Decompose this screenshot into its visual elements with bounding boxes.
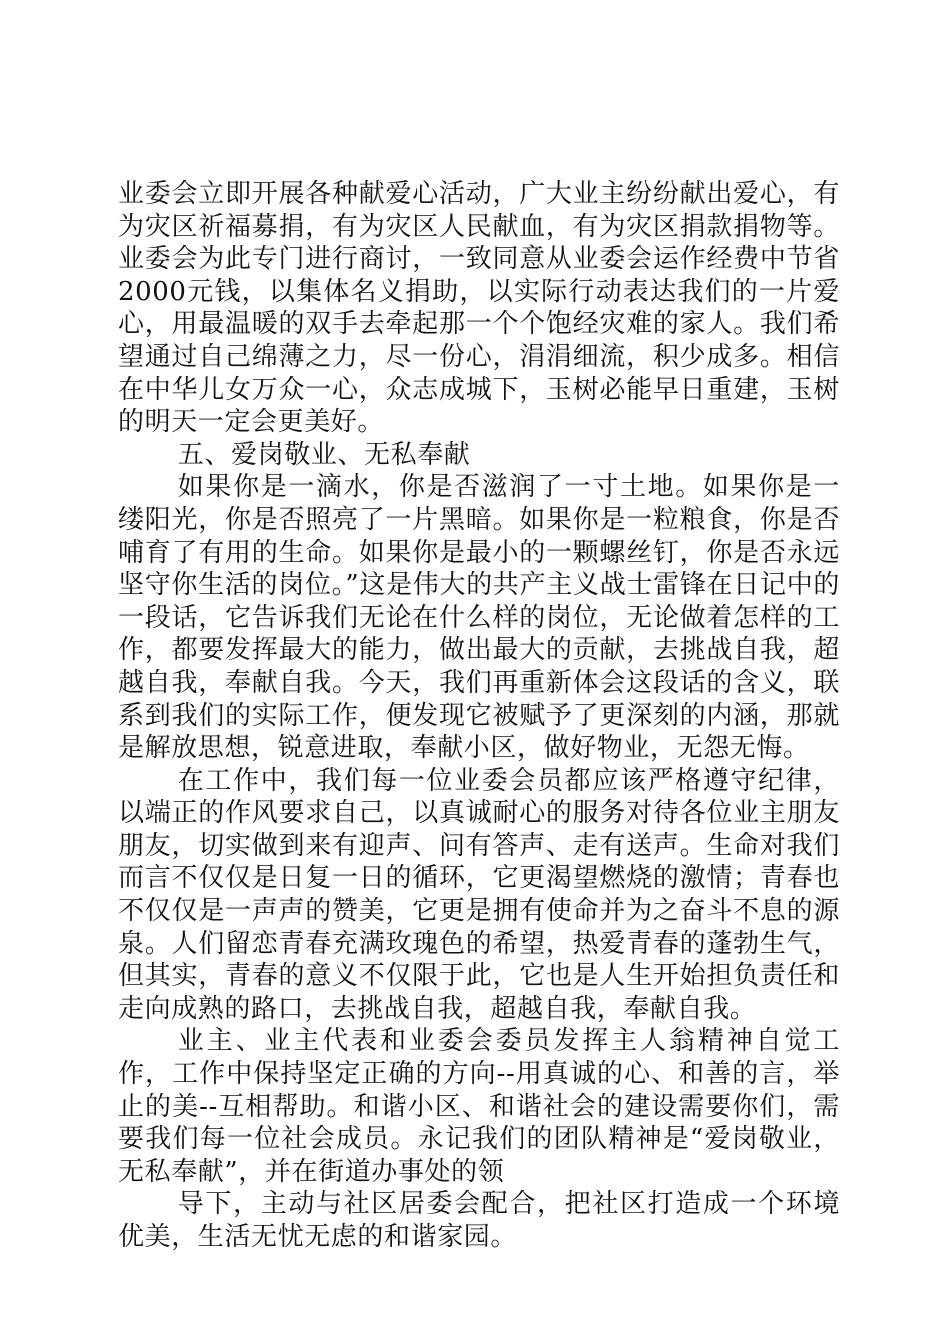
paragraph-leifeng-quote: 如果你是一滴水，你是否滋润了一寸土地。如果你是一缕阳光，你是否照亮了一片黑暗。如果你是一粒粮食，你是否哺育了有用的生命。如果你是最小的一颗螺丝钉，你是否永远坚守你生活的岗位。”这是伟大的共产主义战士雷锋在日记中的一段话，它告诉我们无论在什么样的岗位，无论做着怎样的工作，都要发挥最大的能力，做出最大的贡献，去挑战自我，超越自我，奉献自我。今天，我们再重新体会这段话的含义，联系到我们的实际工作，便发现它被赋予了更深刻的内涵，那就是解放思想，锐意进取，奉献小区，做好物业，无怨无悔。 — [118, 472, 840, 764]
paragraph-harmonious-home: 导下，主动与社区居委会配合，把社区打造成一个环境优美，生活无忧无虑的和谐家园。 — [118, 1189, 840, 1252]
paragraph-work-discipline: 在工作中，我们每一位业委会员都应该严格遵守纪律，以端正的作风要求自己，以真诚耐心的服务对待各位业主朋友朋友，切实做到来有迎声、问有答声、走有送声。生命对我们而言不仅仅是日复一日的循环，它更渴望燃烧的激情；青春也不仅仅是一声声的赞美，它更是拥有使命并为之奋斗不息的源泉。人们留恋青春充满玫瑰色的希望，热爱青春的蓬勃生气，但其实，青春的意义不仅限于此，它也是人生开始担负责任和走向成熟的路口，去挑战自我，超越自我，奉献自我。 — [118, 765, 840, 1024]
document-body — [118, 178, 840, 1254]
paragraph-donation: 业委会立即开展各种献爱心活动，广大业主纷纷献出爱心，有为灾区祈福募捐，有为灾区人民献血，有为灾区捐款捐物等。业委会为此专门进行商讨，一致同意从业委会运作经费中节省2000元钱，以集体名义捐助，以实际行动表达我们的一片爱心，用最温暖的双手去牵起那一个个饱经灾难的家人。我们希望通过自己绵薄之力，尽一份心，涓涓细流，积少成多。相信在中华儿女万众一心，众志成城下，玉树必能早日重建，玉树的明天一定会更美好。 — [118, 179, 840, 438]
section-heading-dedication: 五、爱岗敬业、无私奉献 — [177, 439, 471, 470]
paragraph-team-spirit: 业主、业主代表和业委会委员发挥主人翁精神自觉工作，工作中保持坚定正确的方向--用真诚的心、和善的言，举止的美--互相帮助。和谐小区、和谐社会的建设需要你们，需要我们每一位社会成员。永记我们的团队精神是“爱岗敬业，无私奉献”，并在街道办事处的领 — [118, 1026, 840, 1187]
